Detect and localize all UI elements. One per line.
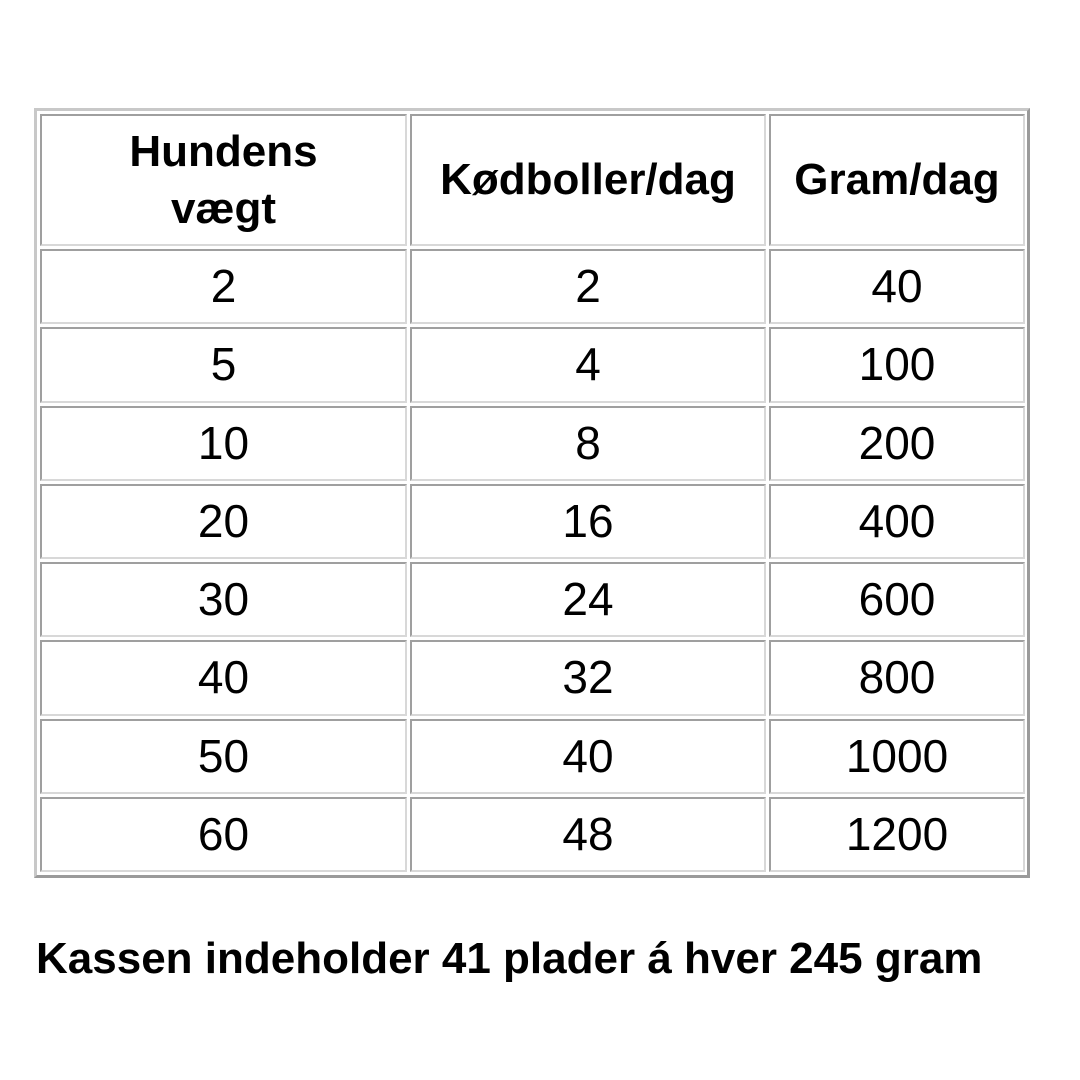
header-dog-weight: Hundens vægt xyxy=(40,114,407,246)
cell-grams-per-day: 100 xyxy=(769,327,1025,402)
cell-grams-per-day: 1000 xyxy=(769,719,1025,794)
cell-meatballs-per-day: 40 xyxy=(410,719,766,794)
cell-meatballs-per-day: 4 xyxy=(410,327,766,402)
cell-dog-weight: 20 xyxy=(40,484,407,559)
cell-grams-per-day: 1200 xyxy=(769,797,1025,872)
cell-dog-weight: 5 xyxy=(40,327,407,402)
cell-meatballs-per-day: 2 xyxy=(410,249,766,324)
table-body xyxy=(40,249,1025,872)
cell-meatballs-per-day: 24 xyxy=(410,562,766,637)
cell-grams-per-day: 200 xyxy=(769,406,1025,481)
header-meatballs-per-day: Kødboller/dag xyxy=(410,114,766,246)
table-row xyxy=(40,719,1025,794)
cell-dog-weight: 60 xyxy=(40,797,407,872)
cell-meatballs-per-day: 48 xyxy=(410,797,766,872)
cell-dog-weight: 2 xyxy=(40,249,407,324)
table-row xyxy=(40,406,1025,481)
cell-dog-weight: 40 xyxy=(40,640,407,715)
table-row xyxy=(40,249,1025,324)
cell-meatballs-per-day: 16 xyxy=(410,484,766,559)
cell-dog-weight: 30 xyxy=(40,562,407,637)
cell-dog-weight: 10 xyxy=(40,406,407,481)
table-row xyxy=(40,797,1025,872)
footer-note: Kassen indeholder 41 plader á hver 245 gram xyxy=(36,934,983,983)
cell-dog-weight: 50 xyxy=(40,719,407,794)
table-header-row xyxy=(40,114,1025,246)
feeding-table-frame xyxy=(34,108,1030,878)
cell-meatballs-per-day: 8 xyxy=(410,406,766,481)
table-row xyxy=(40,484,1025,559)
cell-meatballs-per-day: 32 xyxy=(410,640,766,715)
feeding-table xyxy=(37,111,1028,875)
cell-grams-per-day: 400 xyxy=(769,484,1025,559)
table-row xyxy=(40,640,1025,715)
table-row xyxy=(40,327,1025,402)
cell-grams-per-day: 40 xyxy=(769,249,1025,324)
cell-grams-per-day: 800 xyxy=(769,640,1025,715)
table-row xyxy=(40,562,1025,637)
header-grams-per-day: Gram/dag xyxy=(769,114,1025,246)
cell-grams-per-day: 600 xyxy=(769,562,1025,637)
